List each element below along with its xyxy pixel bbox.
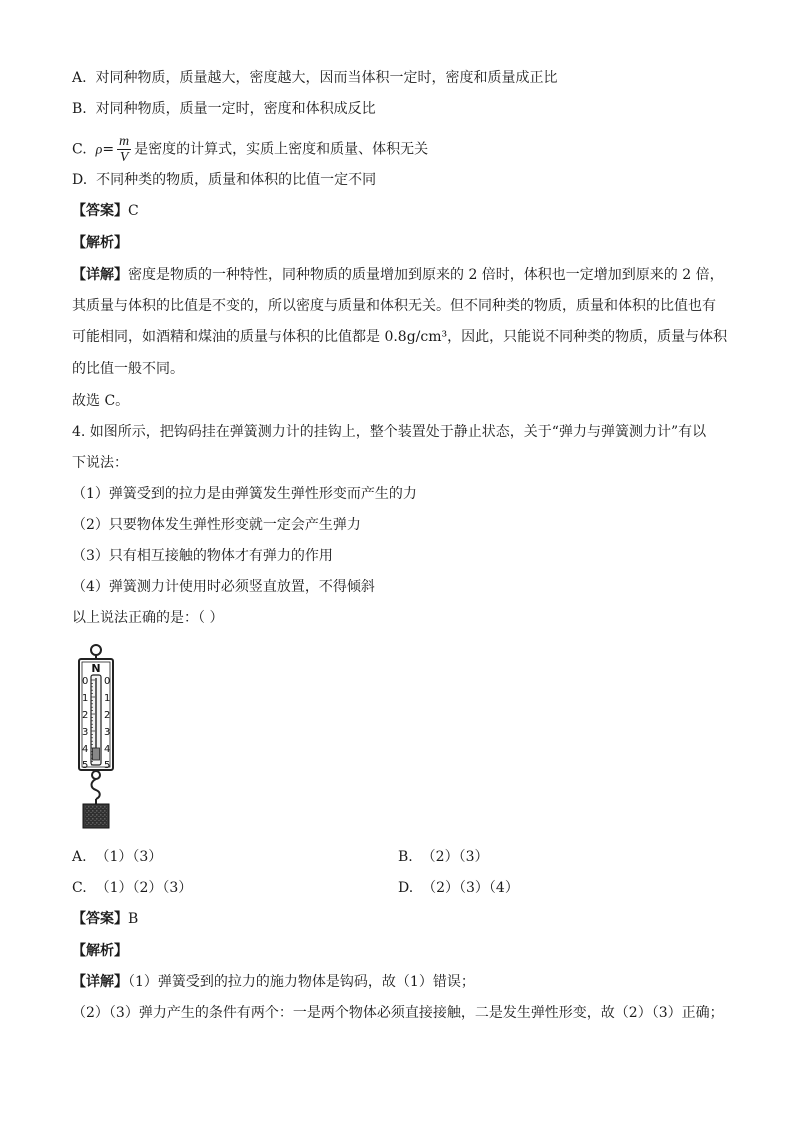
q3-detail-line-1: 【详解】密度是物质的一种特性，同种物质的质量增加到原来的 2 倍时，体积也一定增加到原来的 2 倍， bbox=[72, 267, 724, 283]
q3-option-d: D. 不同种类的物质，质量和体积的比值一定不同 bbox=[72, 172, 377, 188]
scale-right-3: 3 bbox=[104, 727, 111, 738]
q3-conclusion: 故选 C。 bbox=[72, 393, 130, 409]
scale-left-2: 2 bbox=[82, 710, 89, 721]
q3-detail-line-4: 的比值一般不同。 bbox=[72, 361, 184, 377]
top-ring bbox=[91, 645, 101, 655]
q4-option-c: C. （1）（2）（3） bbox=[72, 880, 193, 896]
q4-option-b: B. （2）（3） bbox=[398, 849, 489, 865]
q4-stem-line-1: 4. 如图所示，把钩码挂在弹簧测力计的挂钩上，整个装置处于静止状态，关于“弹力与弹簧测力计”有以 bbox=[72, 424, 707, 440]
density-symbol: ρ bbox=[95, 142, 103, 158]
q4-statement-4: （4）弹簧测力计使用时必须竖直放置，不得倾斜 bbox=[72, 579, 375, 595]
q4-statement-2: （2）只要物体发生弹性形变就一定会产生弹力 bbox=[72, 517, 361, 533]
q3-option-a: A. 对同种物质，质量越大，密度越大，因而当体积一定时，密度和质量成正比 bbox=[72, 70, 558, 86]
q4-analysis-heading: 【解析】 bbox=[72, 943, 128, 959]
q4-option-a: A. （1）（3） bbox=[72, 849, 163, 865]
q3-answer: 【答案】C bbox=[72, 203, 139, 219]
scale-right-5: 5 bbox=[104, 760, 111, 771]
pointer bbox=[93, 748, 100, 760]
scale-left-1: 1 bbox=[82, 693, 89, 704]
q4-statement-3: （3）只有相互接触的物体才有弹力的作用 bbox=[72, 548, 333, 564]
q3-option-b: B. 对同种物质，质量一定时，密度和体积成反比 bbox=[72, 101, 376, 117]
bottom-ring bbox=[92, 771, 100, 779]
scale-right-0: 0 bbox=[104, 676, 111, 687]
spring-scale-illustration bbox=[76, 642, 120, 830]
scale-right-1: 1 bbox=[104, 693, 111, 704]
hook bbox=[92, 779, 100, 799]
q4-stem-line-2: 下说法： bbox=[72, 455, 128, 471]
scale-right-2: 2 bbox=[104, 710, 111, 721]
scale-left-3: 3 bbox=[82, 727, 89, 738]
spring-scale-figure bbox=[76, 642, 120, 834]
q4-statement-1: （1）弹簧受到的拉力是由弹簧发生弹性形变而产生的力 bbox=[72, 486, 417, 502]
q3-detail-line-2: 其质量与体积的比值是不变的，所以密度与质量和体积无关。但不同种类的物质，质量和体积的比值也有 bbox=[72, 298, 716, 314]
density-formula-fraction: $\frac{m}{V}$ bbox=[119, 134, 130, 165]
q4-answer: 【答案】B bbox=[72, 911, 139, 927]
scale-left-0: 0 bbox=[82, 676, 89, 687]
unit-label: N bbox=[91, 662, 101, 675]
q4-prompt: 以上说法正确的是：（ ） bbox=[72, 610, 224, 626]
q4-detail-line-1: 【详解】（1）弹簧受到的拉力的施力物体是钩码，故（1）错误； bbox=[72, 974, 475, 990]
scale-right-4: 4 bbox=[104, 744, 111, 755]
q3-detail-line-3: 可能相同，如酒精和煤油的质量与体积的比值都是 0.8g/cm³，因此，只能说不同种类的物质，质量与体积 bbox=[72, 329, 728, 345]
scale-left-4: 4 bbox=[82, 744, 89, 755]
scale-left-5: 5 bbox=[82, 760, 89, 771]
q3-option-c: C. ρ= $\frac{m}{V}$ 是密度的计算式，实质上密度和质量、体积无关 bbox=[72, 134, 429, 165]
q4-option-d: D. （2）（3）（4） bbox=[398, 880, 519, 896]
q4-detail-line-2: （2）（3）弹力产生的条件有两个：一是两个物体必须直接接触，二是发生弹性形变，故（2）（3）正确； bbox=[72, 1005, 724, 1021]
q3-analysis-heading: 【解析】 bbox=[72, 235, 128, 251]
